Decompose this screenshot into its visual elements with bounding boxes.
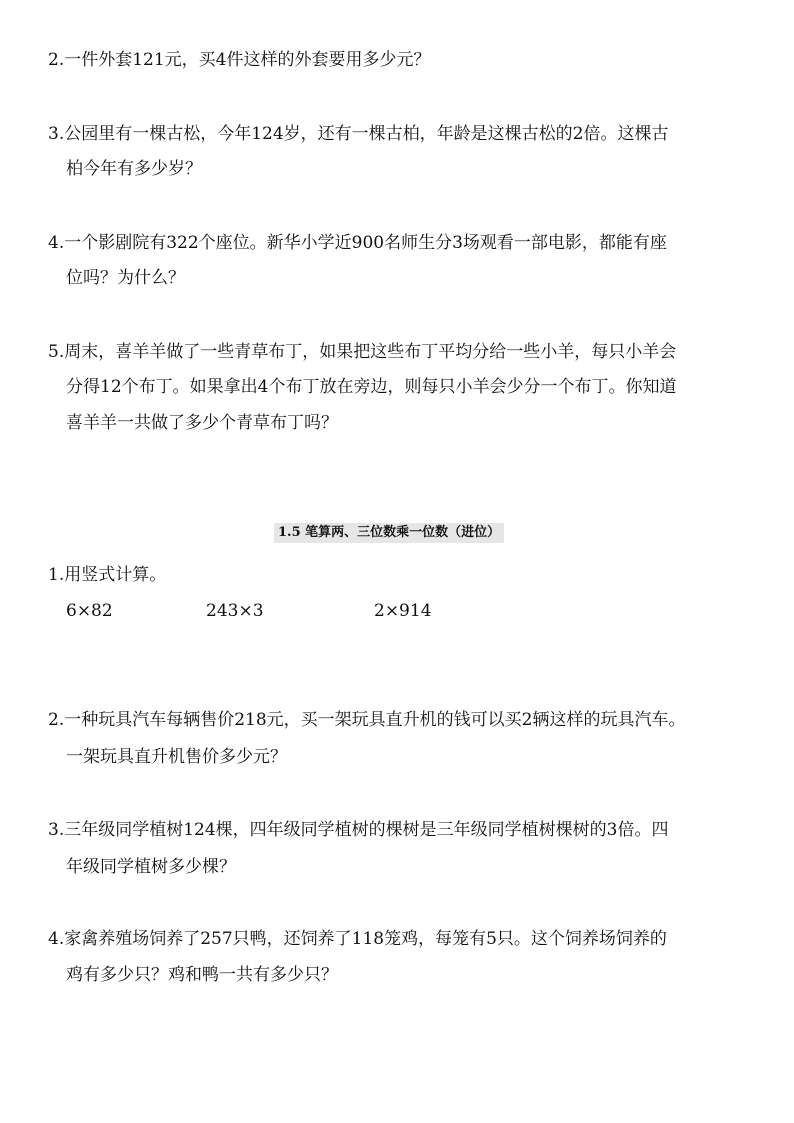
section-question-3-line-1: 3.三年级同学植树124棵，四年级同学植树的棵树是三年级同学植树棵树的3倍。四 <box>48 820 669 840</box>
section-question-3-line-2: 年级同学植树多少棵？ <box>66 857 236 877</box>
section-question-2-line-2: 一架玩具直升机售价多少元？ <box>66 747 287 767</box>
section-question-4-line-1: 4.家禽养殖场饲养了257只鸭，还饲养了118笼鸡，每笼有5只。这个饲养场饲养的 <box>48 929 667 949</box>
question-4-line-2: 位吗？为什么？ <box>66 268 185 288</box>
section-question-4-line-2: 鸡有多少只？鸡和鸭一共有多少只？ <box>66 965 338 985</box>
section-question-2-line-1: 2.一种玩具汽车每辆售价218元，买一架玩具直升机的钱可以买2辆这样的玩具汽车。 <box>48 710 686 730</box>
calc-item-2: 243×3 <box>206 601 264 621</box>
question-5-line-3: 喜羊羊一共做了多少个青草布丁吗？ <box>66 413 338 433</box>
question-2-line-1: 2.一件外套121元，买4件这样的外套要用多少元？ <box>48 50 431 70</box>
calc-item-3: 2×914 <box>374 601 432 621</box>
section-question-1: 1.用竖式计算。 <box>48 565 167 585</box>
question-4-line-1: 4.一个影剧院有322个座位。新华小学近900名师生分3场观看一部电影，都能有座 <box>48 233 667 253</box>
question-3-line-2: 柏今年有多少岁？ <box>66 159 202 179</box>
question-5-line-2: 分得12个布丁。如果拿出4个布丁放在旁边，则每只小羊会少分一个布丁。你知道 <box>66 377 677 397</box>
section-title: 1.5 笔算两、三位数乘一位数（进位） <box>274 523 504 543</box>
question-3-line-1: 3.公园里有一棵古松，今年124岁，还有一棵古柏，年龄是这棵古松的2倍。这棵古 <box>48 124 669 144</box>
question-5-line-1: 5.周末，喜羊羊做了一些青草布丁，如果把这些布丁平均分给一些小羊，每只小羊会 <box>48 342 677 362</box>
calc-item-1: 6×82 <box>66 601 113 621</box>
